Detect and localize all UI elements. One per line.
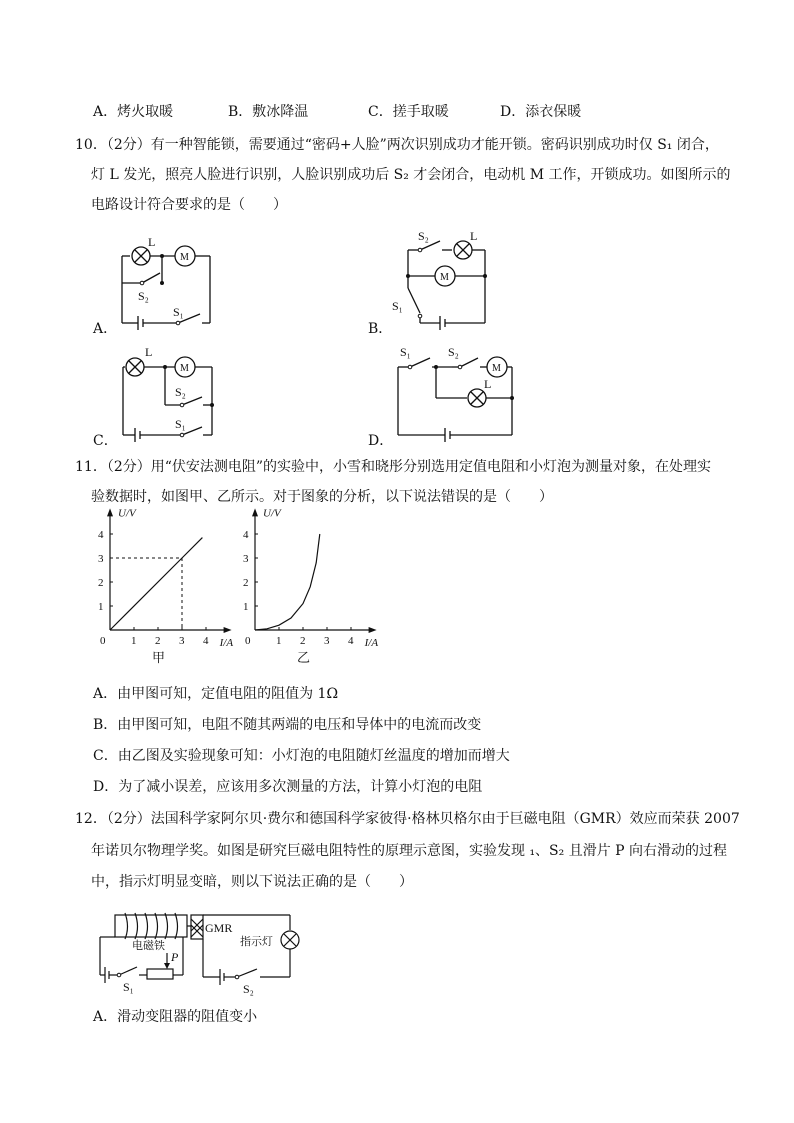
x-tick-label: 0 — [100, 635, 106, 647]
indicator-light-label: 指示灯 — [240, 936, 273, 948]
y-tick-label: 1 — [243, 601, 249, 613]
slider-p-label: P — [171, 950, 179, 964]
y-axis-label: U/V — [263, 507, 281, 520]
q12-s2-label: S₂ — [243, 982, 254, 996]
x-tick-label: 3 — [324, 635, 330, 647]
x-axis-label: I/A — [364, 637, 379, 649]
circuit-c — [110, 340, 240, 445]
x-tick-label: 2 — [155, 635, 161, 647]
q11-stem-line2: 验数据时，如图甲、乙所示。对于图象的分析，以下说法错误的是（ ） — [91, 489, 553, 505]
x-tick-label: 2 — [300, 635, 306, 647]
chart-yi — [235, 507, 385, 670]
circuit-b-motor-label: M — [440, 272, 449, 283]
y-axis-arrow — [107, 508, 113, 516]
circuit-d-motor-label: M — [492, 363, 501, 374]
y-tick-label: 2 — [98, 577, 104, 589]
q9-option-c: C．搓手取暖 — [368, 104, 449, 120]
circuit-b-s1-label: S₁ — [392, 299, 403, 313]
circuit-b-lamp-label: L — [470, 229, 478, 243]
q11-stem-line1: 11．（2分）用“伏安法测电阻”的实验中，小雪和晓彤分别选用定值电阻和小灯泡为测量对象，在处理实 — [75, 459, 712, 475]
circuit-d — [390, 340, 520, 445]
gmr-circuit-diagram — [95, 905, 305, 995]
q12-stem-line3: 中，指示灯明显变暗，则以下说法正确的是（ ） — [91, 874, 413, 890]
q11-option-c: C．由乙图及实验现象可知：小灯泡的电阻随灯丝温度的增加而增大 — [93, 748, 510, 764]
chart-title: 甲 — [152, 650, 166, 665]
circuit-b-s2-label: S₂ — [418, 229, 429, 243]
circuit-a-s2-label: S₂ — [138, 289, 149, 303]
circuit-c-motor-label: M — [180, 363, 189, 374]
series-line — [255, 534, 320, 630]
q10-stem-line2: 灯 L 发光，照亮人脸进行识别，人脸识别成功后 S₂ 才会闭合，电动机 M 工作，开锁成功。如图所示的 — [91, 167, 731, 183]
y-tick-label: 4 — [98, 529, 104, 541]
q11-option-a: A．由甲图可知，定值电阻的阻值为 1Ω — [93, 686, 339, 702]
q10-option-a-label: A． — [93, 321, 118, 337]
q11-option-d: D．为了减小误差，应该用多次测量的方法，计算小灯泡的电阻 — [93, 779, 483, 795]
q10-option-c-label: C． — [93, 433, 118, 449]
y-tick-label: 3 — [98, 553, 104, 565]
q10-option-b-label: B． — [368, 321, 393, 337]
circuit-d-s1-label: S₁ — [400, 345, 411, 359]
x-axis-arrow — [369, 627, 377, 633]
x-tick-label: 4 — [348, 635, 354, 647]
x-axis-label: I/A — [219, 637, 234, 649]
y-axis-arrow — [252, 508, 258, 516]
q11-option-b: B．由甲图可知，电阻不随其两端的电压和导体中的电流而改变 — [93, 717, 482, 733]
circuit-d-s2-label: S₂ — [448, 345, 459, 359]
q10-stem-line3: 电路设计符合要求的是（ ） — [91, 197, 287, 213]
x-tick-label: 1 — [276, 635, 282, 647]
circuit-d-lamp-label: L — [484, 377, 492, 391]
x-tick-label: 0 — [245, 635, 251, 647]
q10-option-d-label: D． — [368, 433, 394, 449]
q12-stem-line2: 年诺贝尔物理学奖。如图是研究巨磁电阻特性的原理示意图，实验发现 ₁、S₂ 且滑片 P 向右滑动的过程 — [91, 843, 728, 859]
x-tick-label: 1 — [131, 635, 137, 647]
x-tick-label: 4 — [203, 635, 209, 647]
y-tick-label: 4 — [243, 529, 249, 541]
chart-title: 乙 — [297, 650, 311, 665]
circuit-a-s1-label: S₁ — [173, 305, 184, 319]
circuit-c-s2-label: S₂ — [175, 385, 186, 399]
q12-option-a: A．滑动变阻器的阻值变小 — [93, 1009, 258, 1025]
q9-option-d: D．添衣保暖 — [500, 104, 582, 120]
y-tick-label: 1 — [98, 601, 104, 613]
y-axis-label: U/V — [118, 507, 136, 520]
circuit-c-lamp-label: L — [145, 345, 153, 359]
series-line — [110, 538, 202, 630]
circuit-a-motor-label: M — [180, 252, 189, 263]
y-tick-label: 2 — [243, 577, 249, 589]
q12-stem-line1: 12．（2分）法国科学家阿尔贝·费尔和德国科学家彼得·格林贝格尔由于巨磁电阻（GMR）效应而荣获 2007 — [75, 811, 740, 827]
x-axis-arrow — [224, 627, 232, 633]
circuit-b — [390, 228, 520, 333]
x-tick-label: 3 — [179, 635, 185, 647]
q12-s1-label: S₁ — [123, 980, 134, 994]
q10-stem-line1: 10．（2分）有一种智能锁，需要通过“密码+人脸”两次识别成功才能开锁。密码识别成功时仅 S₁ 闭合， — [75, 137, 719, 153]
y-tick-label: 3 — [243, 553, 249, 565]
circuit-c-s1-label: S₁ — [175, 417, 186, 431]
q9-option-a: A．烤火取暖 — [93, 104, 174, 120]
chart-jia — [90, 507, 240, 670]
electromagnet-label: 电磁铁 — [132, 940, 165, 952]
gmr-label: GMR — [205, 921, 233, 935]
circuit-a-lamp-label: L — [148, 235, 156, 249]
q9-option-b: B．敷冰降温 — [228, 104, 309, 120]
